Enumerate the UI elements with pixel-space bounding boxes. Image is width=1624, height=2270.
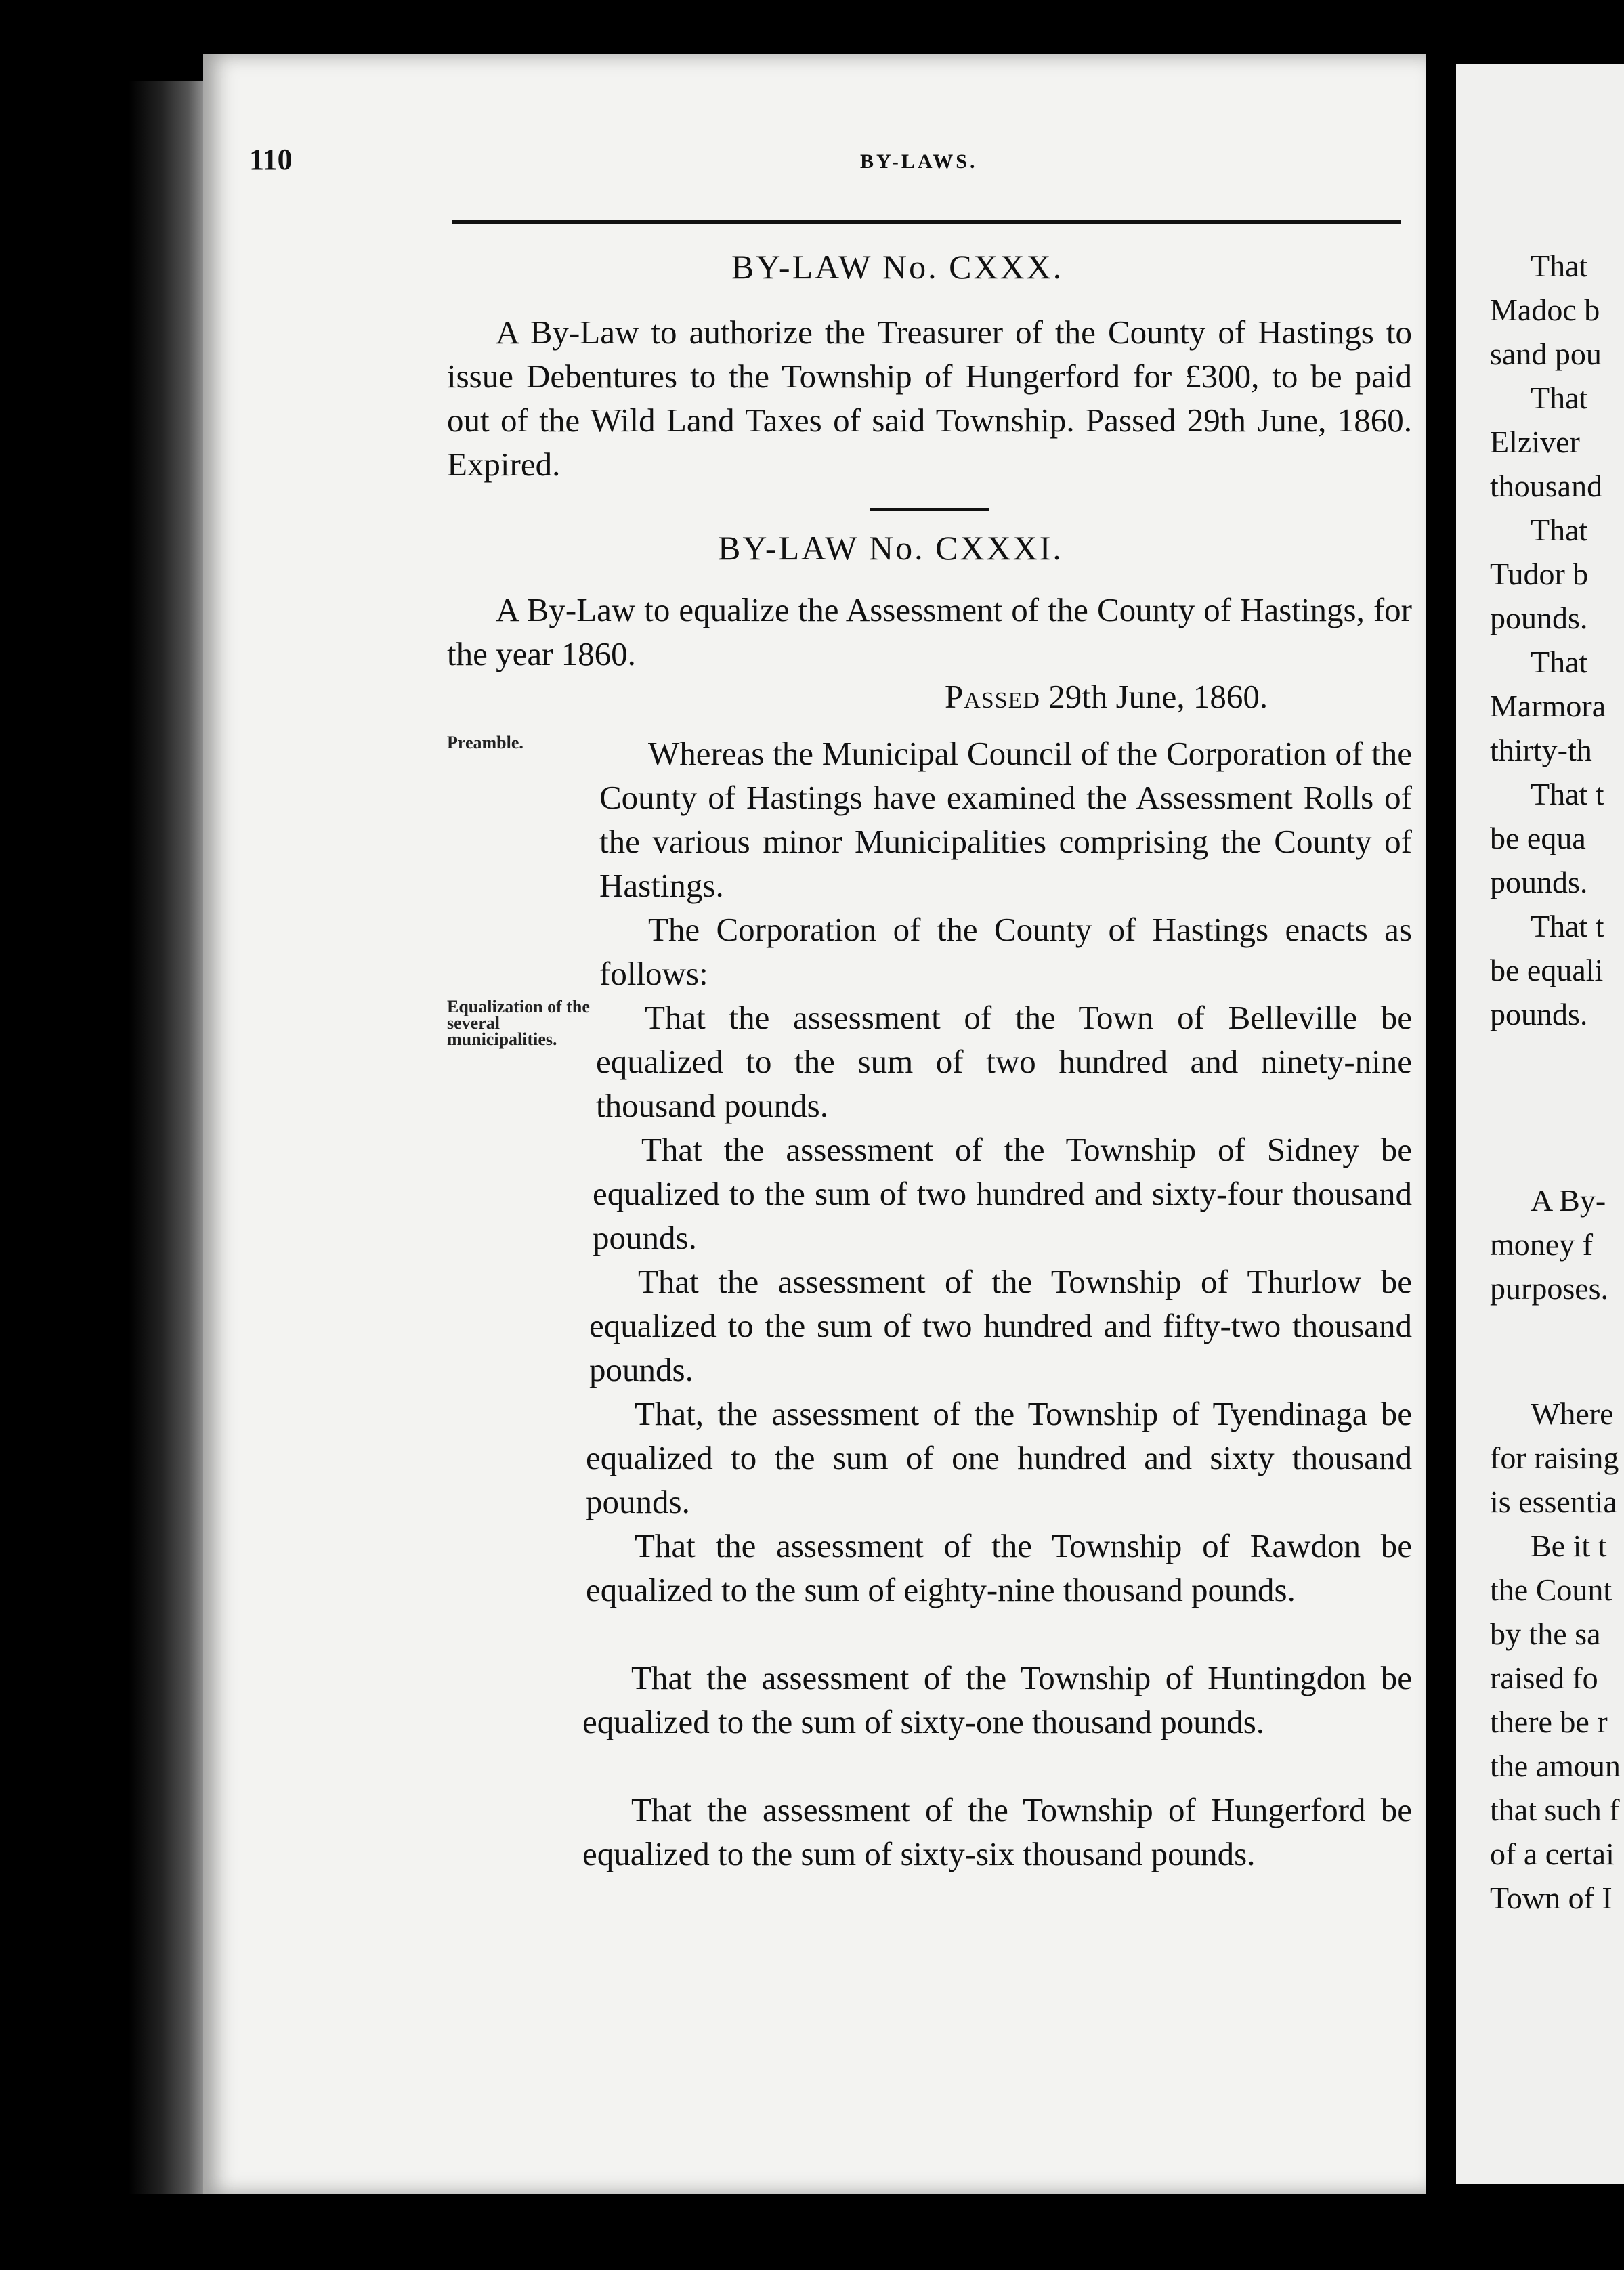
clause-hungerford: That the assessment of the Township of Hungerford be equalized to the sum of sixty-six thousand pounds. bbox=[582, 1791, 1412, 1872]
right-line: is essentia bbox=[1490, 1484, 1617, 1519]
right-line: Madoc b bbox=[1490, 293, 1600, 327]
right-line: by the sa bbox=[1490, 1616, 1601, 1651]
bylaw-131-intro: A By-Law to equalize the Assessment of the County of Hastings, for the year 1860. bbox=[447, 591, 1412, 672]
right-line: Marmora bbox=[1490, 689, 1606, 723]
bylaw-131-passed bbox=[945, 677, 1268, 716]
right-line: for raising bbox=[1490, 1440, 1619, 1475]
right-line: Town of I bbox=[1490, 1881, 1612, 1915]
right-line: that such f bbox=[1490, 1793, 1620, 1827]
right-line: the amoun bbox=[1490, 1749, 1621, 1783]
right-line: That bbox=[1531, 645, 1588, 679]
right-line: Where bbox=[1531, 1396, 1614, 1431]
right-line: pounds. bbox=[1490, 997, 1588, 1031]
clause-thurlow: That the assessment of the Township of Thurlow be equalized to the sum of two hundred and fifty-two thousand pounds. bbox=[589, 1263, 1412, 1388]
passed-date: 29th June, 1860. bbox=[1048, 678, 1268, 715]
margin-note-equalization: Equalization of the several municipalities. bbox=[447, 997, 590, 1049]
running-head: BY-LAWS. bbox=[860, 150, 978, 173]
right-line: pounds. bbox=[1490, 865, 1588, 899]
section-divider bbox=[870, 508, 989, 511]
right-line: money f bbox=[1490, 1227, 1594, 1262]
right-line: be equali bbox=[1490, 953, 1604, 987]
right-line: there be r bbox=[1490, 1705, 1608, 1739]
right-line: Be it t bbox=[1531, 1528, 1607, 1563]
right-line: That t bbox=[1531, 909, 1604, 943]
right-line: of a certai bbox=[1490, 1837, 1615, 1871]
bylaw-131-enacts: The Corporation of the County of Hastings enacts as follows: bbox=[599, 911, 1412, 992]
right-line: purposes. bbox=[1490, 1271, 1609, 1306]
right-line: A By- bbox=[1531, 1183, 1606, 1218]
clause-huntingdon: That the assessment of the Township of Huntingdon be equalized to the sum of sixty-one thousand pounds. bbox=[582, 1659, 1412, 1740]
right-line: Tudor b bbox=[1490, 557, 1589, 591]
right-line: pounds. bbox=[1490, 601, 1588, 635]
right-page-text-upper bbox=[1490, 244, 1606, 1036]
clause-tyendinaga: That, the assessment of the Township of Tyendinaga be equalized to the sum of one hundred and sixty thousand pounds. bbox=[586, 1395, 1412, 1520]
passed-label: Passed bbox=[945, 678, 1040, 715]
right-line: thousand bbox=[1490, 469, 1603, 503]
right-line: raised fo bbox=[1490, 1661, 1598, 1695]
right-line: the Count bbox=[1490, 1572, 1612, 1607]
right-line: Elziver bbox=[1490, 425, 1580, 459]
page-gutter bbox=[1426, 41, 1456, 2221]
right-line: That bbox=[1531, 513, 1588, 547]
right-line: That t bbox=[1531, 777, 1604, 811]
right-page-text-lower bbox=[1490, 1392, 1621, 1920]
clause-sidney: That the assessment of the Township of Sidney be equalized to the sum of two hundred and sixty-four thousand pounds. bbox=[593, 1131, 1412, 1256]
bylaw-130-text: A By-Law to authorize the Treasurer of the County of Hastings to issue Debentures to the Township of Hungerford for £300, to be paid out of the Wild Land Taxes of said Township. Passed 29th June, 1860. Expired. bbox=[447, 314, 1412, 483]
page-number: 110 bbox=[249, 143, 293, 176]
header-rule bbox=[452, 220, 1401, 224]
right-line: sand pou bbox=[1490, 337, 1602, 371]
right-page-text-middle bbox=[1490, 1178, 1608, 1310]
bylaw-131-preamble: Whereas the Municipal Council of the Corporation of the County of Hastings have examined the Assessment Rolls of the various minor Municipalities comprising the County of Hastings. bbox=[599, 735, 1412, 904]
right-line: That bbox=[1531, 249, 1588, 283]
bylaw-130-title: BY-LAW No. CXXX. bbox=[731, 248, 1064, 286]
clause-rawdon: That the assessment of the Township of Rawdon be equalized to the sum of eighty-nine thousand pounds. bbox=[586, 1527, 1412, 1608]
right-line: thirty-th bbox=[1490, 733, 1592, 767]
clause-belleville: That the assessment of the Town of Belleville be equalized to the sum of two hundred and ninety-nine thousand pounds. bbox=[596, 999, 1412, 1124]
margin-note-preamble: Preamble. bbox=[447, 733, 523, 752]
right-line: That bbox=[1531, 381, 1588, 415]
bylaw-131-title: BY-LAW No. CXXXI. bbox=[718, 529, 1063, 567]
right-line: be equa bbox=[1490, 821, 1586, 855]
